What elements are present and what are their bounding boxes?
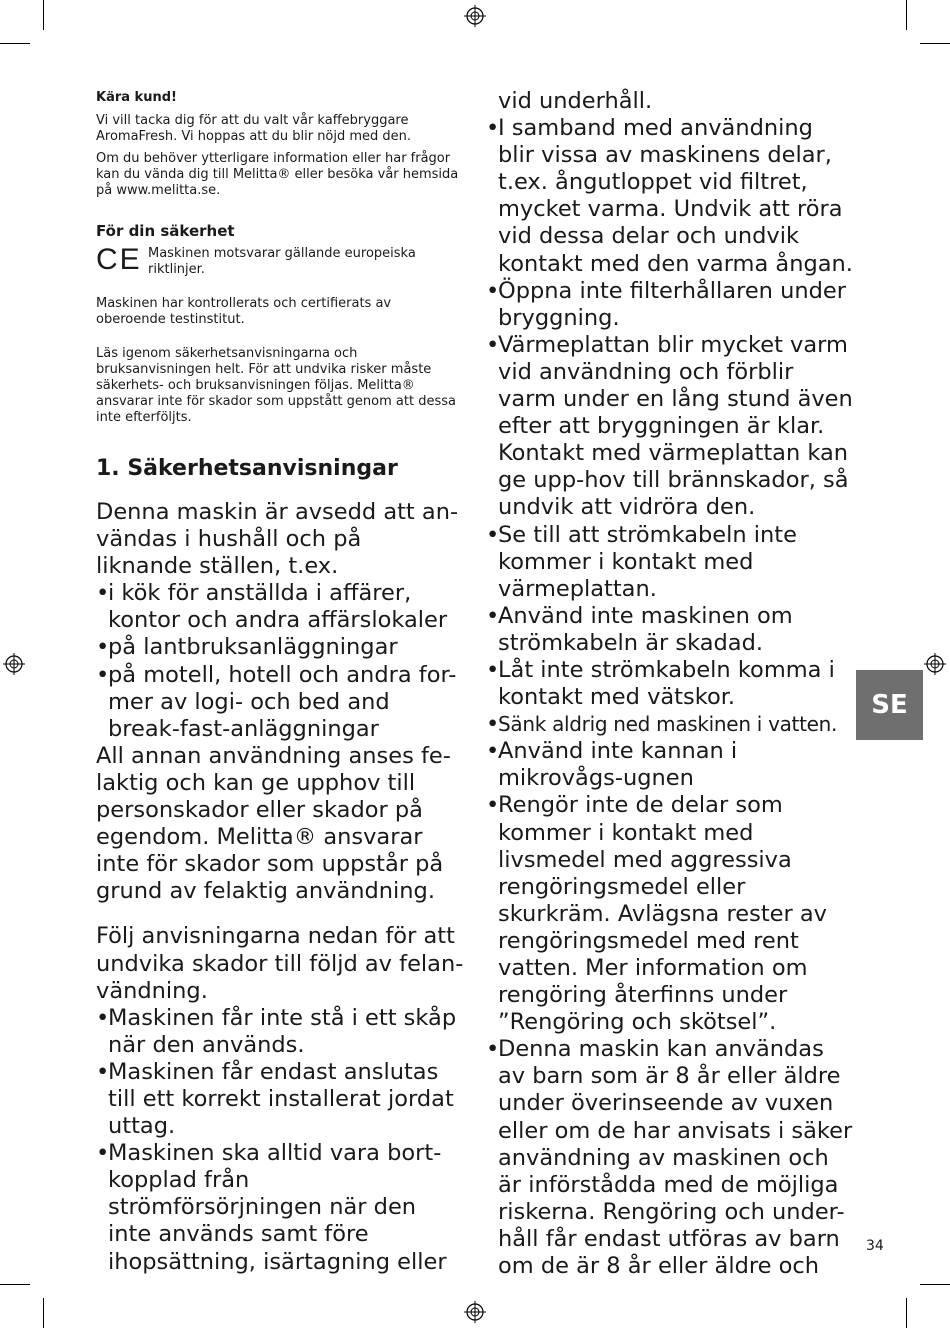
ce-row: [96, 243, 464, 278]
list-item: • på lantbruksanläggningar: [96, 634, 398, 661]
list-item: • Denna maskin kan användas av barn som är 8 år eller äldre under överinseende av vuxen eller om de har anvisats i säker användning av maskinen och är införstådda med de möjliga riskerna. Rengöring och under-håll får endast utföras av barn om de är 8 år eller äldre och: [486, 1036, 853, 1280]
list-item: • Maskinen får inte stå i ett skåp när den används.: [96, 1004, 457, 1058]
crop-mark: [0, 1284, 30, 1285]
crop-mark: [43, 1298, 44, 1328]
safety-heading: För din säkerhet: [96, 222, 235, 240]
certification-text: Maskinen har kontrollerats och certifierats av oberoende testinstitut.: [96, 296, 392, 327]
registration-mark-icon: [464, 1301, 486, 1323]
list-item: • Värmeplattan blir mycket varm vid användning och förblir varm under en lång stund även efter att bryggningen är klar. Kontakt med värmeplattan kan ge upp-hov till brännskador, så undvik att vidröra den.: [486, 331, 853, 521]
ce-mark-icon: CE: [96, 243, 142, 276]
list-item: • Sänk aldrig ned maskinen i vatten.: [486, 711, 838, 738]
safety-rules-list: [96, 1005, 464, 1276]
section-title: 1. Säkerhetsanvisningar: [96, 456, 398, 481]
crop-mark: [920, 43, 950, 44]
right-column: [486, 88, 856, 1280]
crop-mark: [920, 1284, 950, 1285]
misuse-paragraph: All annan användning anses fe-laktig och kan ge upphov till personskador eller skador på egendom. Melitta® ansvarar inte för skador som uppstår på grund av felaktig användning.: [96, 742, 451, 905]
list-item: • på motell, hotell och andra for-mer av logi- och bed and break-fast-anläggningar: [96, 661, 457, 742]
page-number: 34: [866, 1238, 884, 1254]
continuation-text: vid underhåll.: [498, 88, 653, 114]
contact-paragraph: Om du behöver ytterligare information eller har frågor kan du vända dig till Melitta® eller besöka vår hemsida på www.melitta.se.: [96, 151, 459, 198]
registration-mark-icon: [464, 5, 486, 27]
list-item: • i kök för anställda i affärer, kontor och andra affärslokaler: [96, 580, 448, 634]
list-item: • I samband med användning blir vissa av maskinens delar, t.ex. ångutloppet vid filtret, mycket varma. Undvik att röra vid dessa delar och undvik kontakt med den varma ångan.: [486, 115, 853, 277]
intro-paragraph: Vi vill tacka dig för att du valt vår kaffebryggare AromaFresh. Vi hoppas att du blir nöjd med den.: [96, 113, 412, 144]
crop-mark: [906, 0, 907, 30]
list-item: • Se till att strömkabeln inte kommer i kontakt med värmeplattan.: [486, 521, 797, 602]
registration-mark-icon: [924, 653, 946, 675]
greeting: Kära kund!: [96, 90, 177, 105]
safety-rules-list-continued: [486, 115, 856, 1280]
crop-mark: [43, 0, 44, 30]
instructions-notice: Läs igenom säkerhetsanvisningarna och bruksanvisningen helt. För att undvika risker måste säkerhets- och bruksanvisningen följas. Melitta® ansvarar inte för skador som uppstått genom att dessa inte efterföljts.: [96, 346, 456, 425]
registration-mark-icon: [3, 653, 25, 675]
crop-mark: [0, 43, 30, 44]
left-column: [96, 90, 464, 1276]
list-item: • Maskinen får endast anslutas till ett korrekt installerat jordat uttag.: [96, 1058, 454, 1140]
intended-use-list: [96, 580, 464, 743]
language-tab: SE: [856, 670, 923, 740]
intended-use-paragraph: Denna maskin är avsedd att an-vändas i hushåll och på liknande ställen, t.ex.: [96, 499, 459, 580]
follow-instructions-paragraph: Följ anvisningarna nedan för att undvika skador till följd av felan-vändning.: [96, 923, 464, 1004]
list-item: • Låt inte strömkabeln komma i kontakt med vätskor.: [486, 656, 835, 711]
crop-mark: [906, 1298, 907, 1328]
list-item: • Använd inte kannan i mikrovågs-ugnen: [486, 738, 738, 792]
list-item: • Rengör inte de delar som kommer i kontakt med livsmedel med aggressiva rengöringsmedel eller skurkräm. Avlägsna rester av rengöringsmedel med rent vatten. Mer information om rengöring återfinns under ”Rengöring och skötsel”.: [486, 792, 827, 1036]
ce-text: Maskinen motsvarar gällande europeiska riktlinjer.: [148, 246, 416, 277]
list-item: • Använd inte maskinen om strömkabeln är skadad.: [486, 602, 793, 656]
list-item: • Öppna inte filterhållaren under bryggning.: [486, 277, 846, 331]
list-item: • Maskinen ska alltid vara bort-kopplad från strömförsörjningen när den inte används samt före ihopsättning, isärtagning eller: [96, 1140, 447, 1275]
